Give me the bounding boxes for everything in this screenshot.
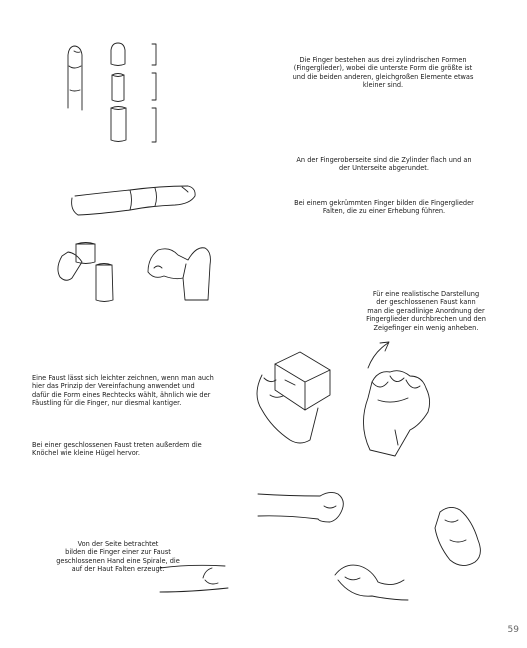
fist-side-view-sketch [258,492,343,522]
side-view-caption: Von der Seite betrachtet bilden die Finger einer zur Faust geschlossenen Hand eine Spirale, die auf der Haut Falten erzeugt. [56,540,180,574]
fist-spiral-right-sketch [335,565,408,600]
box-fist-sketch [257,352,330,443]
realistic-fist-sketch [363,371,429,456]
fist-simplification-caption: Eine Faust lässt sich leichter zeichnen, wenn man auch hier das Prinzip der Vereinfachung anwendet und dafür die Form eines Rechtecks wählt, ähnlich wie der Fäustling für die Finger, nur diesmal kantiger. [32,374,214,408]
bent-finger-cylinders-sketch [58,243,113,302]
finger-side-sketch [72,186,196,215]
curved-finger-caption: Bei einem gekrümmten Finger bilden die Fingerglieder Falten, die zu einer Erhebung führen. [294,199,474,216]
finger-top-side-caption: An der Fingeroberseite sind die Zylinder flach und an der Unterseite abgerundet. [296,156,472,173]
finger-upright-sketch [68,46,82,110]
arrow-sketch [368,342,389,368]
segment-brackets [152,44,156,142]
realistic-fist-caption: Für eine realistische Darstellung der geschlossenen Faust kann man die geradlinige Anordnung der Fingerglieder durchbrechen und den Zeigefinger ein wenig anheben. [366,290,486,332]
finger-cylinders-sketch [111,43,126,142]
fist-knuckles-sketch [435,507,480,565]
knuckles-caption: Bei einer geschlossenen Faust treten außerdem die Knöchel wie kleine Hügel hervor. [32,441,202,458]
finger-cylinders-caption: Die Finger bestehen aus drei zylindrischen Formen (Fingerglieder), wobei die unterste Form die größte ist und die beiden anderen, gleichgroßen Elemente etwas kleiner sind. [292,56,474,90]
page-number: 59 [507,625,519,635]
bent-finger-sketch [148,248,210,300]
